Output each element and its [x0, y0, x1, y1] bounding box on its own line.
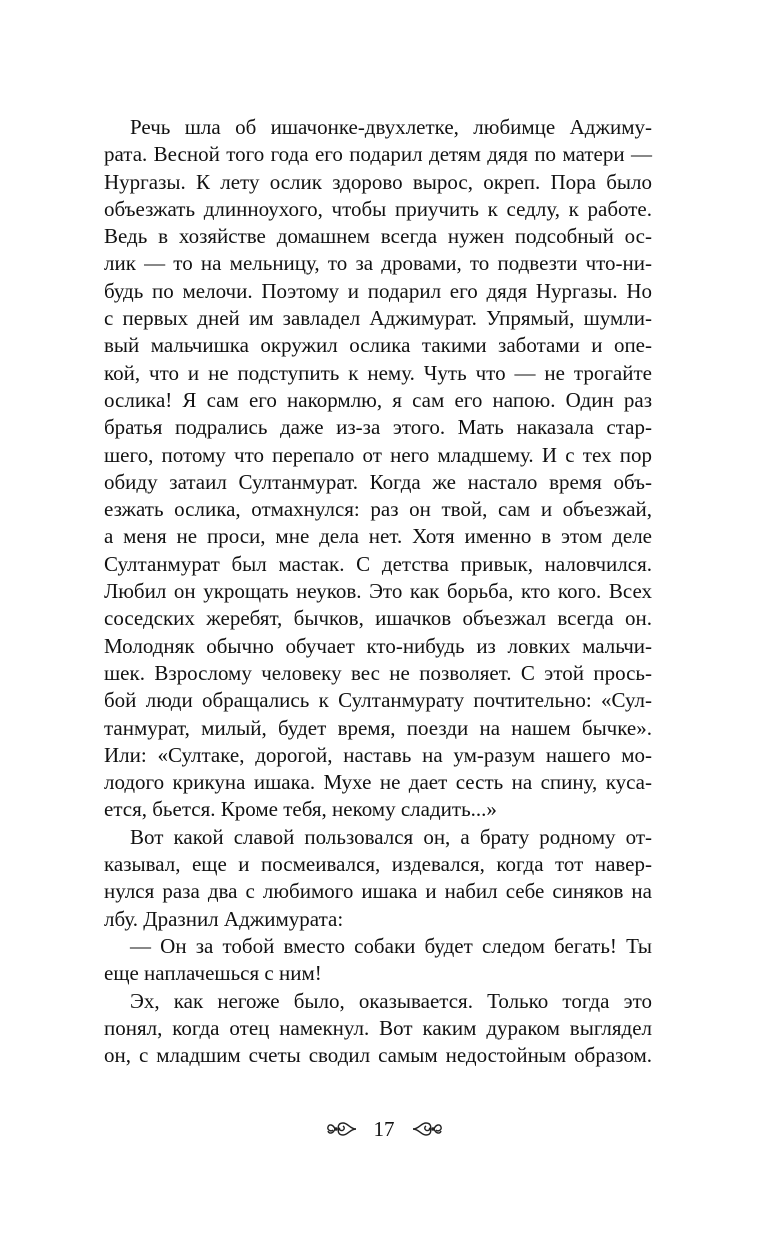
text-line: Или: «Султаке, дорогой, наставь на ум-разум нашего мо-: [104, 742, 652, 767]
text-line: Молодняк обычно обучает кто-нибудь из ловких мальчи-: [104, 633, 652, 658]
text-line: Речь шла об ишачонке-двухлетке, любимце Аджиму-: [130, 115, 652, 139]
text-line: вый мальчишка окружил ослика такими заботами и опе-: [104, 333, 652, 358]
text-line: нулся раза два с любимого ишака и набил себе синяков на: [104, 879, 652, 904]
floral-ornament-left-icon: [326, 1118, 360, 1140]
text-line: лик — то на мельницу, то за дровами, то подвезти что-ни-: [104, 251, 652, 276]
text-line: шек. Взрослому человеку вес не позволяет. С этой прось-: [104, 660, 652, 685]
text-line: Вот какой славой пользовался он, а брату родному от-: [130, 824, 652, 849]
paragraph: [104, 988, 652, 1070]
text-line: лбу. Дразнил Аджимурата:: [104, 906, 344, 931]
paragraph: [104, 824, 652, 933]
text-line: он, с младшим счеты сводил самым недостойным образом.: [104, 1043, 652, 1068]
page-text: [104, 114, 652, 1069]
text-line: езжать ослика, отмахнулся: раз он твой, сам и объезжай,: [104, 497, 652, 522]
text-line: танмурат, милый, будет время, поезди на нашем бычке».: [104, 715, 652, 740]
text-line: еще наплачешься с ним!: [104, 961, 322, 986]
paragraph: [104, 933, 652, 988]
text-line: Любил он укрощать неуков. Это как борьба, кто кого. Всех: [104, 579, 652, 604]
text-line: казывал, еще и посмеивался, издевался, когда тот навер-: [104, 852, 652, 877]
text-line: Султанмурат был мастак. С детства привык, наловчился.: [104, 551, 652, 576]
text-line: ослика! Я сам его накормлю, я сам его напою. Один раз: [104, 387, 652, 412]
page-footer: [0, 1116, 768, 1142]
text-line: понял, когда отец намекнул. Вот каким дураком выглядел: [104, 1015, 652, 1040]
text-line: обиду затаил Султанмурат. Когда же настало время объ-: [104, 469, 652, 494]
text-line: будь по мелочи. Поэтому и подарил его дядя Нургазы. Но: [104, 278, 652, 303]
paragraph: [104, 114, 652, 824]
text-line: братья подрались даже из-за этого. Мать наказала стар-: [104, 415, 652, 440]
text-line: с первых дней им завладел Аджимурат. Упрямый, шумли-: [104, 306, 652, 331]
text-line: ется, бьется. Кроме тебя, некому сладить...»: [104, 797, 497, 822]
text-line: Эх, как негоже было, оказывается. Только тогда это: [130, 988, 652, 1013]
text-line: рата. Весной того года его подарил детям дядя по матери —: [104, 142, 652, 167]
text-line: а меня не проси, мне дела нет. Хотя именно в этом деле: [104, 524, 652, 549]
text-line: соседских жеребят, бычков, ишачков объезжал всегда он.: [104, 606, 652, 631]
text-line: — Он за тобой вместо собаки будет следом бегать! Ты: [130, 933, 652, 958]
text-line: шего, потому что перепало от него младшему. И с тех пор: [104, 442, 652, 467]
page-number: 17: [373, 1117, 395, 1141]
text-line: Ведь в хозяйстве домашнем всегда нужен подсобный ос-: [104, 224, 652, 249]
text-line: кой, что и не подступить к нему. Чуть что — не трогайте: [104, 360, 652, 385]
text-line: лодого крикуна ишака. Мухе не дает сесть на спину, куса-: [104, 770, 652, 795]
text-line: бой люди обращались к Султанмурату почтительно: «Сул-: [104, 688, 652, 713]
floral-ornament-right-icon: [409, 1118, 443, 1140]
text-line: Нургазы. К лету ослик здорово вырос, окреп. Пора было: [104, 169, 652, 194]
text-line: объезжать длинноухого, чтобы приучить к седлу, к работе.: [104, 196, 652, 221]
